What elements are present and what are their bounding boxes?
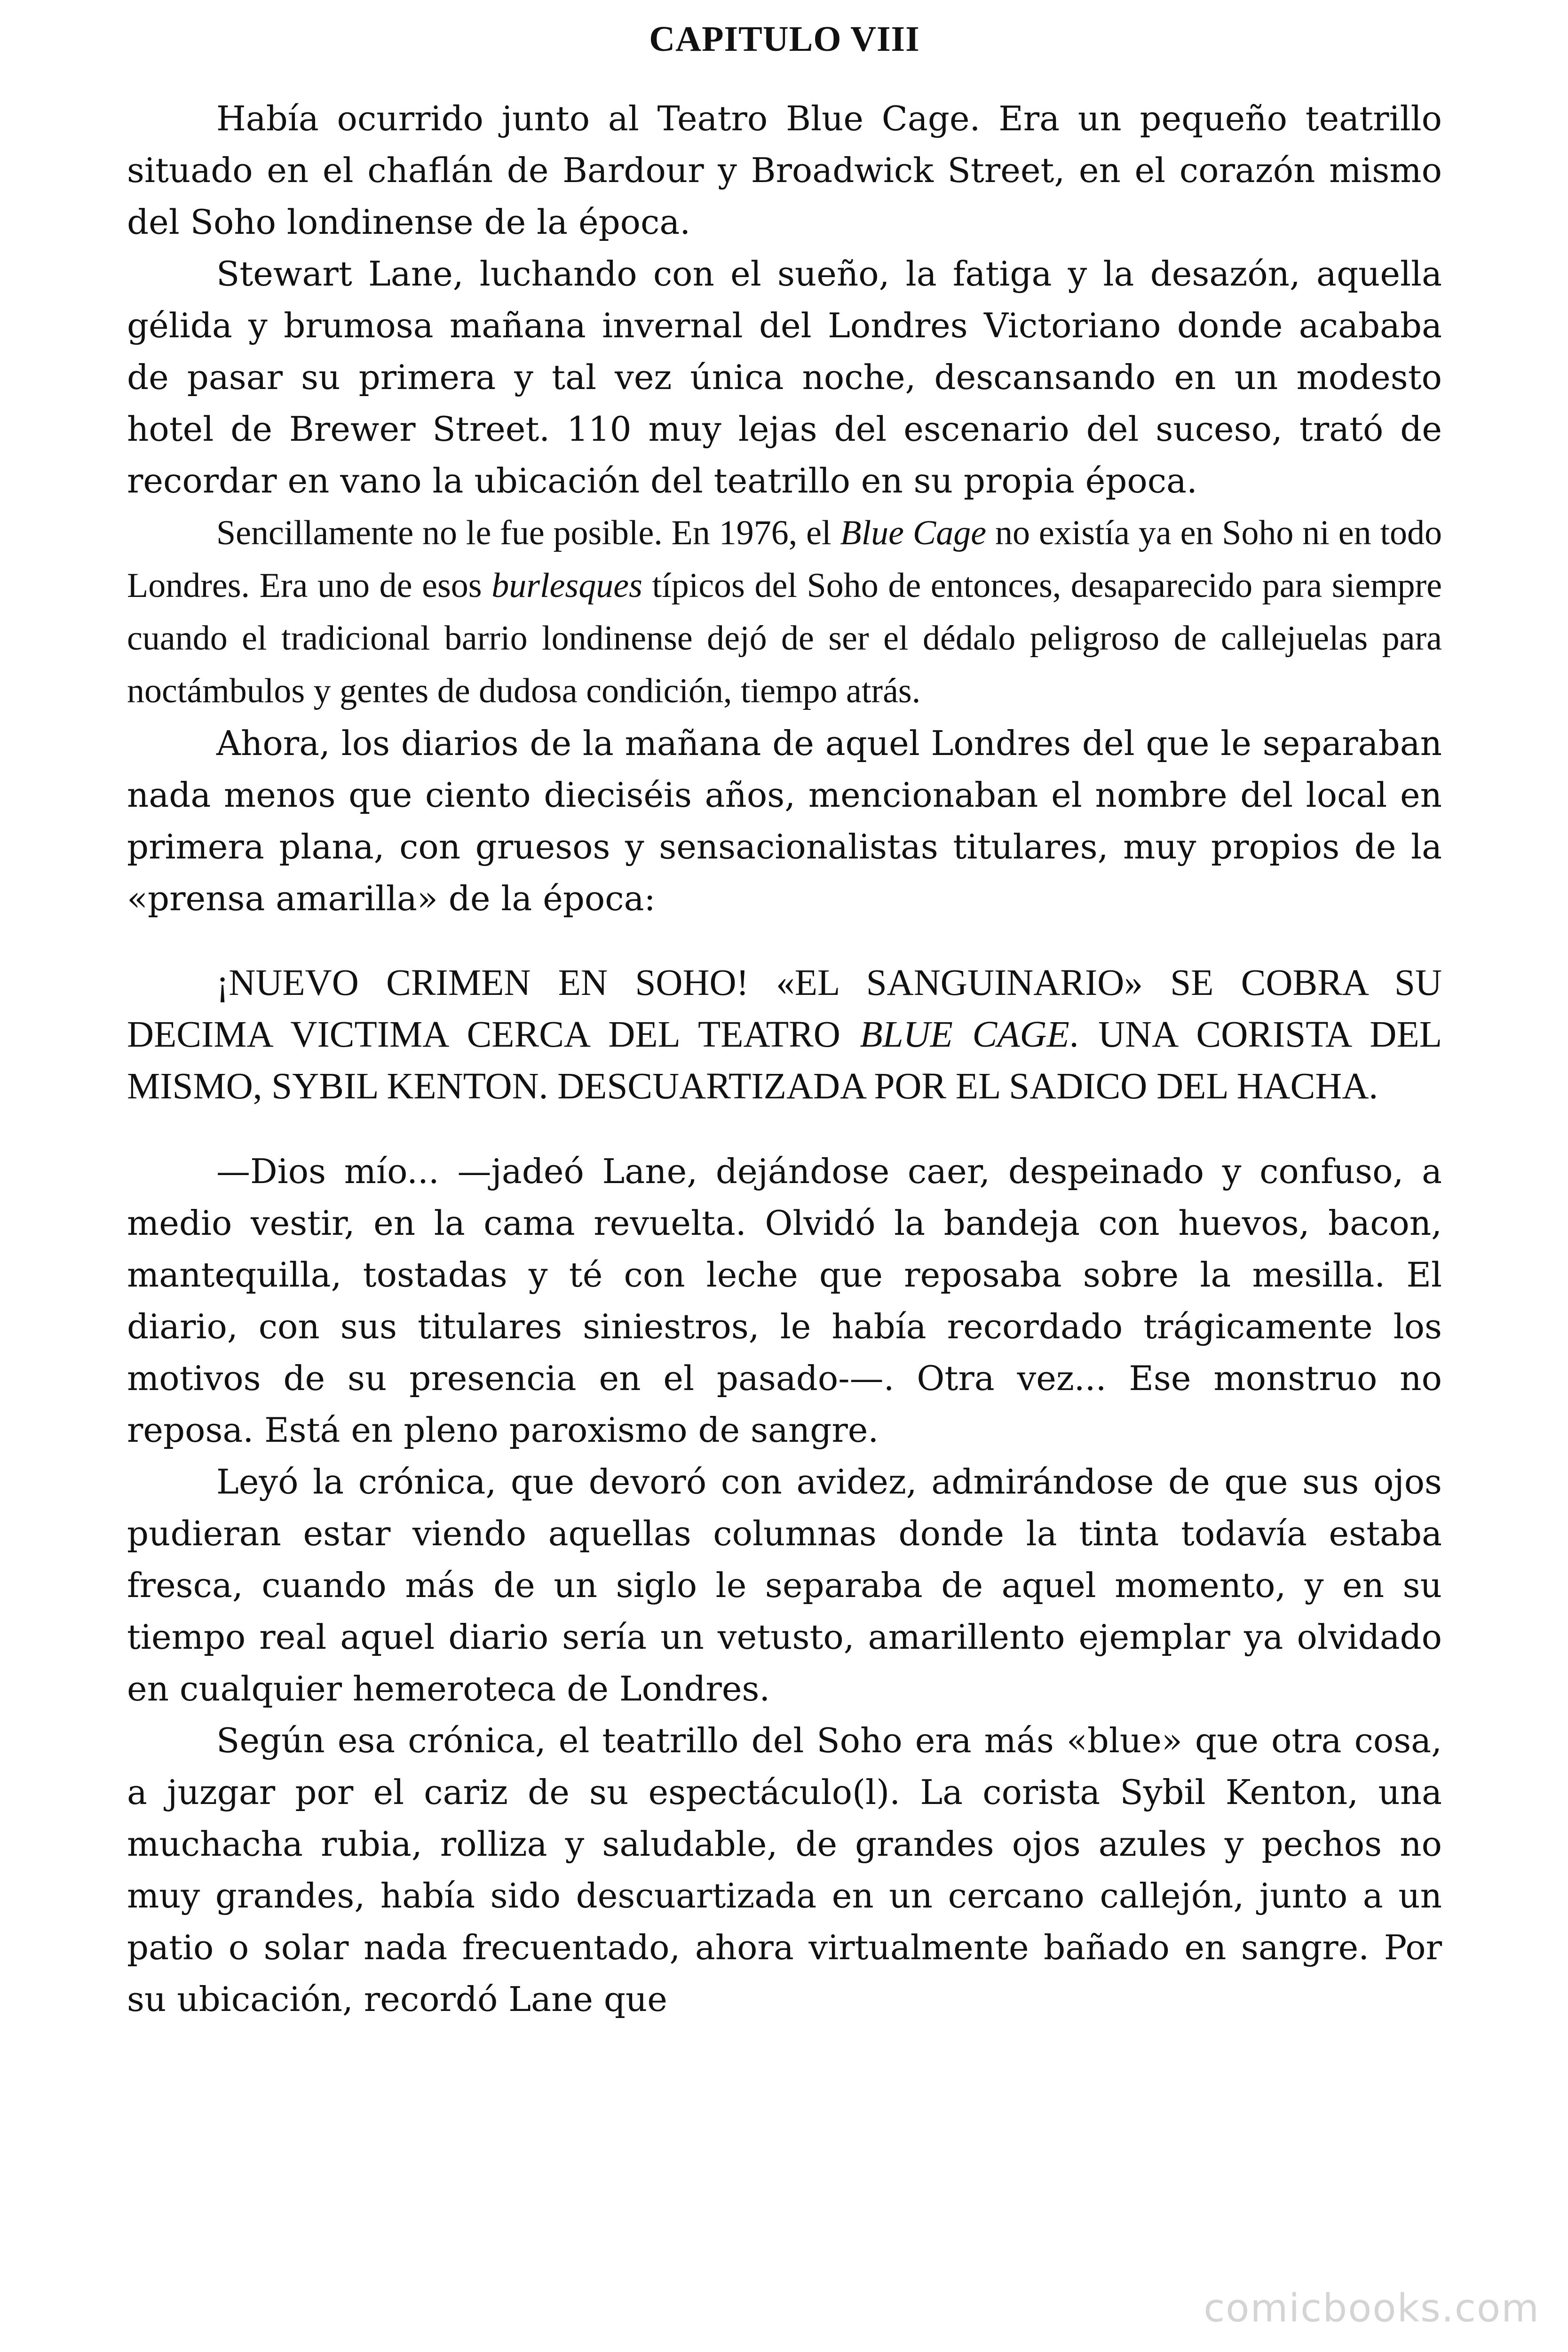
paragraph-2: Stewart Lane, luchando con el sueño, la fatiga y la desazón, aquella gélida y brumosa mañana invernal del Londres Victoriano donde acababa de pasar su primera y tal vez única noche, descansando en un modesto hotel de Brewer Street. 110 muy lejas del escenario del suceso, trató de recordar en vano la ubicación del teatrillo en su propia época. [127,254,1442,501]
paragraph-7: Según esa crónica, el teatrillo del Soho era más «blue» que otra cosa, a juzgar por el cariz de su espectáculo(l). La corista Sybil Kenton, una muchacha rubia, rolliza y saludable, de grandes ojos azules y pechos no muy grandes, había sido descuartizada en un cercano callejón, junto a un patio o solar nada frecuentado, ahora virtualmente bañado en sangre. Por su ubicación, recordó Lane que [127,1721,1442,2019]
paragraph-3-text-c: no existía ya en Soho ni en todo Londres. Era uno de esos [127,514,1442,605]
paragraph-3-italic-blue-cage: Blue Cage [840,514,987,552]
paragraph-4: Ahora, los diarios de la mañana de aquel Londres del que le separaban nada menos que ciento dieciséis años, mencionaban el nombre del local en primera plana, con gruesos y sensacionalistas titulares, muy propios de la «prensa amarilla» de la época: [127,723,1442,918]
paragraph-5: —Dios mío... —jadeó Lane, dejándose caer, despeinado y confuso, a medio vestir, en la cama revuelta. Olvidó la bandeja con huevos, bacon, mantequilla, tostadas y té con leche que reposaba sobre la mesilla. El diario, con sus titulares siniestros, le había recordado trágicamente los motivos de su presencia en el pasado-—. Otra vez... Ese monstruo no reposa. Está en pleno paroxismo de sangre. [127,1152,1442,1450]
paragraph-3-text-e: típicos del Soho de entonces, desaparecido para siempre cuando el tradicional barrio londinense dejó de ser el dédalo peligroso de callejuelas para noctámbulos y gentes de dudosa condición, tiempo atrás. [127,566,1442,710]
paragraph-3-italic-burlesques: burlesques [491,566,642,605]
headline-italic-blue-cage: BLUE CAGE [860,1014,1069,1055]
headline-text-c: . UNA CORISTA DEL MISMO, SYBIL KENTON. DESCUARTIZADA POR EL SADICO DEL HACHA. [127,1014,1442,1107]
paragraph-1: Había ocurrido junto al Teatro Blue Cage. Era un pequeño teatrillo situado en el chaflán de Bardour y Broadwick Street, en el corazón mismo del Soho londinense de la época. [127,99,1442,242]
newspaper-headline [127,957,1442,1112]
paragraph-3 [127,507,1442,717]
paragraph-6: Leyó la crónica, que devoró con avidez, admirándose de que sus ojos pudieran estar viendo aquellas columnas donde la tinta todavía estaba fresca, cuando más de un siglo le separaba de aquel momento, y en su tiempo real aquel diario sería un vetusto, amarillento ejemplar ya olvidado en cualquier hemeroteca de Londres. [127,1462,1442,1708]
paragraph-3-text-a: Sencillamente no le fue posible. En 1976, el [216,514,840,552]
chapter-title: CAPITULO VIII [649,19,920,59]
headline-text-a: ¡NUEVO CRIMEN EN SOHO! «EL SANGUINARIO» SE COBRA SU DECIMA VICTIMA CERCA DEL TEATRO [127,962,1442,1055]
watermark: comicbooks.com [1204,2286,1540,2331]
book-page [127,19,1442,2025]
